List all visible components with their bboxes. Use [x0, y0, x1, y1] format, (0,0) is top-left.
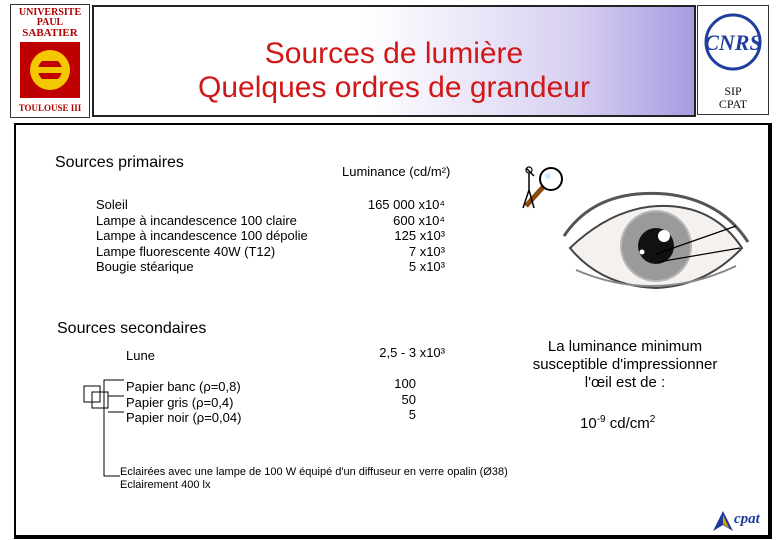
note-line2: susceptible d'impressionner [532, 356, 718, 373]
value-cell: 125 x10³ [394, 228, 445, 244]
paper-list [126, 379, 241, 426]
value-cell: 100 [394, 376, 416, 391]
primary-heading: Sources primaires [55, 154, 184, 171]
eye-illustration-icon [556, 186, 756, 302]
moon-label: Lune [126, 348, 155, 363]
moon-value: 2,5 - 3 x10³ [379, 345, 445, 360]
cpat-label: CPAT [718, 97, 748, 111]
primary-list [96, 197, 308, 275]
list-item: Lampe fluorescente 40W (T12) [96, 243, 276, 259]
secondary-heading: Sources secondaires [57, 320, 207, 337]
university-emblem-icon [17, 41, 83, 99]
university-city: TOULOUSE III [18, 103, 82, 113]
value-cell: 165 000 x10⁴ [367, 197, 445, 212]
footer-line1: Eclairées avec une lampe de 100 W équipé d'un diffuseur en verre opalin (Ø38) [120, 466, 508, 478]
luminance-header: Luminance (cd/m²) [342, 164, 451, 179]
value-cell: 5 x10³ [408, 259, 445, 275]
university-name-line1: UNIVERSITE [18, 7, 82, 18]
university-name-line3: SABATIER [22, 27, 78, 39]
list-item: Lampe à incandescence 100 dépolie [96, 228, 308, 244]
cpat-logo-text: cpat [734, 511, 760, 527]
cpat-logo [712, 510, 772, 534]
list-item: Soleil [96, 197, 128, 212]
cnrs-logo-text: CNRS [704, 30, 762, 55]
title-banner [92, 5, 696, 117]
min-unit-exponent: 2 [649, 414, 656, 425]
min-base: 10 [580, 415, 597, 432]
page-title-line1: Sources de lumière [264, 37, 524, 70]
note-line3: l'œil est de : [584, 374, 666, 391]
list-item: Papier noir (ρ=0,04) [126, 410, 242, 426]
list-item: Bougie stéarique [96, 259, 194, 275]
min-exponent: -9 [596, 414, 606, 425]
min-unit: cd/cm [605, 415, 650, 432]
cnrs-logo-icon [701, 10, 765, 74]
sip-label: SIP [724, 84, 742, 98]
university-logo [10, 4, 90, 118]
list-item: Papier banc (ρ=0,8) [126, 379, 241, 394]
note-line1: La luminance minimum [547, 338, 703, 355]
minimum-luminance-value [580, 414, 655, 432]
list-item: Lampe à incandescence 100 claire [96, 212, 297, 228]
footer-note [120, 466, 508, 492]
paper-values [360, 376, 416, 423]
page-title-line2: Quelques ordres de grandeur [198, 71, 590, 104]
footer-line2: Eclairement 400 lx [120, 479, 211, 491]
cpat-logo-icon [712, 510, 734, 532]
value-cell: 600 x10⁴ [393, 212, 445, 228]
university-name-line2: PAUL [36, 17, 64, 28]
list-item: Papier gris (ρ=0,4) [126, 394, 234, 410]
value-cell: 7 x10³ [408, 243, 445, 259]
value-cell: 50 [401, 391, 416, 407]
minimum-luminance-note [508, 338, 742, 392]
cnrs-logo-box [697, 5, 769, 115]
value-cell: 5 [408, 407, 416, 423]
primary-values [330, 197, 445, 275]
